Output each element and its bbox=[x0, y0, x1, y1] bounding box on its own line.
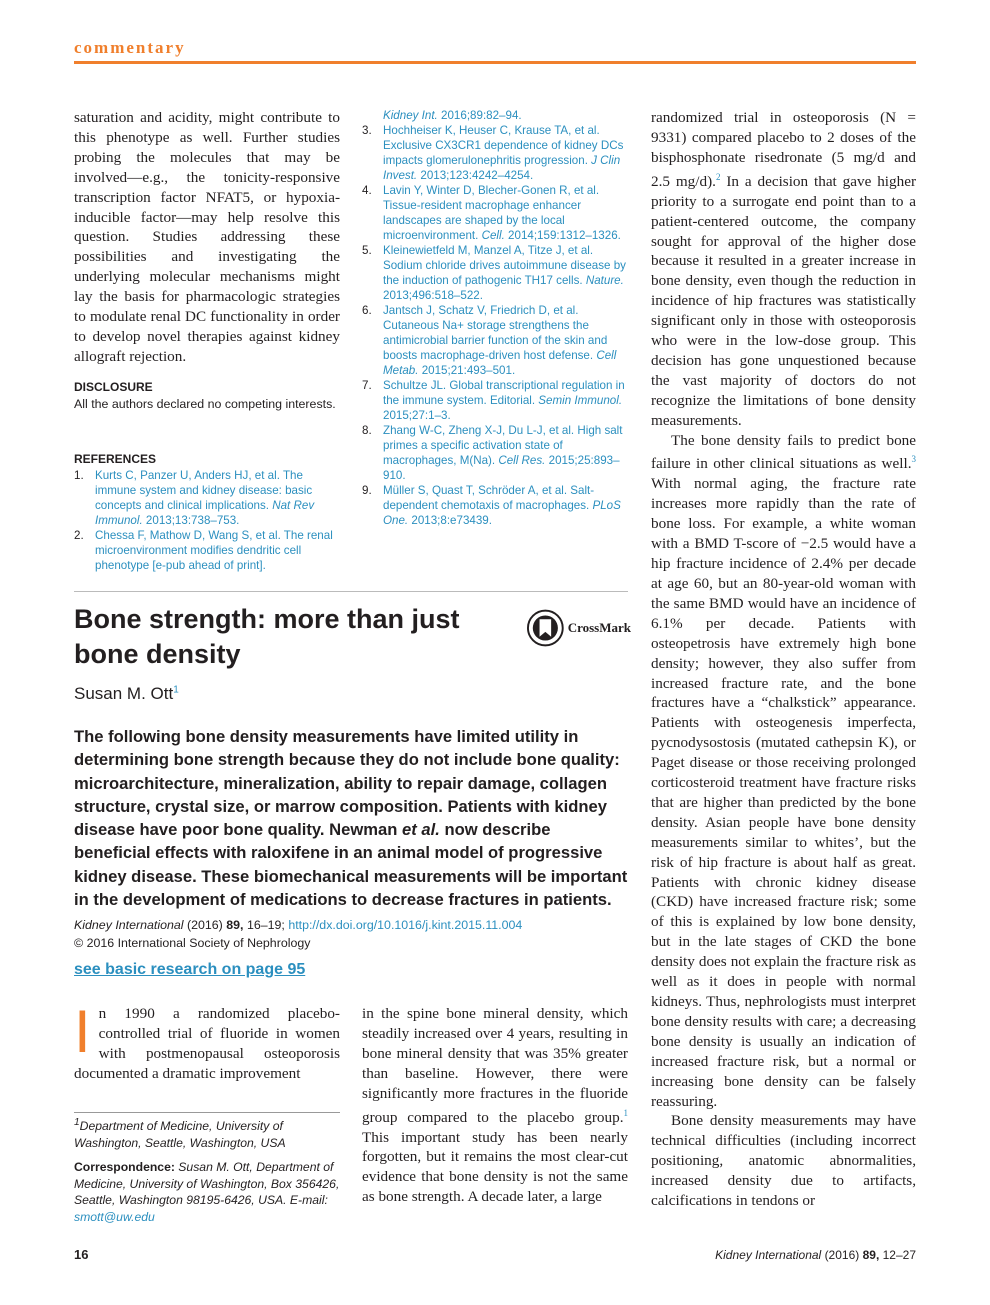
article-col3 bbox=[651, 108, 916, 1211]
section-label: commentary bbox=[74, 38, 186, 57]
reference-text: Kleinewietfeld M, Manzel A, Titze J, et al. Sodium chloride drives autoimmune disease by the induction of pathogenic TH17 cells. Nature. 2013;496:518–522. bbox=[383, 244, 626, 302]
reference-text: Müller S, Quast T, Schröder A, et al. Salt-dependent chemotaxis of macrophages. PLoS One. 2013;8:e73439. bbox=[383, 484, 621, 527]
doi-link[interactable]: http://dx.doi.org/10.1016/j.kint.2015.11.004 bbox=[288, 918, 523, 932]
article-title: Bone strength: more than just bone density bbox=[74, 604, 460, 669]
reference-item[interactable] bbox=[362, 423, 628, 483]
see-basic-research-link[interactable]: see basic research on page 95 bbox=[74, 961, 306, 978]
reference-text: Kurts C, Panzer U, Anders HJ, et al. The immune system and kidney disease: basic concepts and clinical implications. Nat Rev Immunol. 2013;13:738–753. bbox=[95, 469, 315, 527]
reference-number: 8. bbox=[362, 424, 372, 437]
reference-item[interactable] bbox=[74, 468, 340, 528]
abstract: The following bone density measurements have limited utility in determining bone strength because they do not include bone quality: microarchitecture, mineralization, ability to repair damage, collagen structure, crystal size, or marrow composition. Patients with kidney disease have poor bone quality. Newman et al. now describe beneficial effects with raloxifene in an animal model of progressive kidney disease. These biomechanical measurements will be important in the development of medications to decrease fractures in patients. bbox=[74, 727, 628, 910]
reference-number bbox=[362, 108, 383, 123]
reference-item[interactable] bbox=[362, 483, 628, 528]
reference-item[interactable] bbox=[362, 108, 628, 123]
disclosure-heading: DISCLOSURE bbox=[74, 380, 153, 394]
references-continued bbox=[362, 108, 628, 528]
reference-item[interactable] bbox=[362, 243, 628, 303]
citation-link[interactable]: 2 bbox=[715, 171, 721, 182]
reference-item[interactable] bbox=[362, 378, 628, 423]
reference-number: 5. bbox=[362, 244, 372, 257]
drop-cap: I bbox=[74, 998, 91, 1065]
reference-number: 9. bbox=[362, 484, 372, 497]
reference-list-part1 bbox=[74, 468, 340, 573]
body-col1 bbox=[74, 998, 340, 1084]
col3-paragraph-3: Bone density measurements may have technical difficulties (including incorrect positioning, anatomic abnormalities, increased density due to artifacts, calcifications in tendons or bbox=[651, 1112, 916, 1210]
disclosure-section bbox=[74, 380, 340, 412]
col3-paragraph-2: The bone density fails to predict bone failure in other clinical situations as well.$^3$ With normal aging, the fracture rate increases more rapidly than the rate of bone loss. For example, a white woman with a BMD T-score of −2.5 would have a hip fracture incidence of 2.4% per decade at age 60, but an 80-year-old woman with the same BMD would have an incidence of 6.1% per decade. Patients with osteopetrosis have extremely high bone density; however, they also suffer from increased fracture rate, and the bone fractures have a “chalkstick” appearance. Patients with osteogenesis imperfecta, pycnodysostosis (mutated cathepsin K), or Paget disease or those receiving prolonged corticosteroid treatment have fracture risks that are higher than predicted by the bone density. Asian people have bone density measurements similar to whites’, but the risk of hip fracture is about half as great. Patients with chronic kidney disease (CKD) have increased fracture risk; some of this is explained by low bone density, but in the late stages of CKD the bone density does not explain the fracture risk as well as it does in people with normal kidneys. Thus, nephrologists must interpret bone density results with care; a decreasing bone density is usually an indication of increased fracture risk, but a normal or increasing bone density can be falsely reassuring. bbox=[651, 431, 916, 1110]
author-affiliation-marker: 1 bbox=[173, 684, 179, 696]
footnote-rule bbox=[74, 1112, 340, 1113]
citation-line: Kidney International (2016) 89, 16–19; http://dx.doi.org/10.1016/j.kint.2015.11.004 bbox=[74, 918, 523, 932]
article-citation bbox=[74, 916, 628, 952]
article-separator bbox=[74, 591, 628, 592]
reference-text: Jantsch J, Schatz V, Friedrich D, et al. Cutaneous Na+ storage strengthens the antimicrobial barrier function of the skin and boosts macrophage-driven host defense. Cell Metab. 2015;21:493–501. bbox=[383, 304, 617, 377]
reference-number: 4. bbox=[362, 184, 372, 197]
disclosure-text: All the authors declared no competing interests. bbox=[74, 397, 336, 411]
reference-text: Hochheiser K, Heuser C, Krause TA, et al. Exclusive CX3CR1 dependence of kidney DCs impacts glomerulonephritis progression. J Clin Invest. 2013;123:4242–4254. bbox=[383, 124, 624, 182]
reference-list-part2 bbox=[362, 108, 628, 528]
reference-number: 2. bbox=[74, 529, 84, 542]
reference-item[interactable] bbox=[74, 528, 340, 573]
reference-number: 3. bbox=[362, 124, 372, 137]
author-name: Susan M. Ott bbox=[74, 684, 174, 703]
reference-text: Kidney Int. 2016;89:82–94. bbox=[383, 109, 522, 122]
body-col2 bbox=[362, 1004, 628, 1207]
correspondence: Correspondence: Susan M. Ott, Department of Medicine, University of Washington, Box 356426, Seattle, Washington 98195-6426, USA. E-mail: smott@uw.edu bbox=[74, 1160, 340, 1224]
reference-text: Zhang W-C, Zheng X-J, Du L-J, et al. High salt primes a specific activation state of macrophages, M(Na). Cell Res. 2015;25:893–910. bbox=[383, 424, 623, 482]
author-line bbox=[74, 684, 179, 704]
reference-number: 7. bbox=[362, 379, 372, 392]
prev-article-text bbox=[74, 108, 340, 367]
reference-item[interactable] bbox=[362, 183, 628, 243]
reference-item[interactable] bbox=[362, 123, 628, 183]
crossmark-icon bbox=[527, 609, 564, 647]
citation-link[interactable]: 1 bbox=[623, 1107, 628, 1118]
references-section bbox=[74, 452, 340, 573]
body-paragraph-1: In 1990 a randomized placebo-controlled trial of fluoride in women with postmenopausal osteoporosis documented a dramatic improvement bbox=[74, 998, 340, 1082]
col3-paragraph-1: randomized trial in osteoporosis (N = 9331) compared placebo to 2 doses of the bisphosphonate risedronate (5 mg/d and 2.5 mg/d).$^2$ In a decision that gave higher priority to a surrogate end point than to a patient-centered outcome, the company sought for approval of the higher dose because it resulted in a greater increase in bone density, even though the reduction in incidence of hip fractures was statistically significant only in those with osteoporosis who were in the low-dose group. This decision has gone unquestioned because the vast majority of doctors do not recognize the limitations of bone density measurements. bbox=[651, 109, 917, 429]
references-heading: REFERENCES bbox=[74, 452, 157, 466]
page-number: 16 bbox=[74, 1247, 89, 1262]
running-footer: Kidney International (2016) 89, 12–27 bbox=[715, 1248, 916, 1262]
copyright: © 2016 International Society of Nephrology bbox=[74, 936, 311, 950]
prev-article-paragraph: saturation and acidity, might contribute to this phenotype as well. Further studies probing the molecules that may be involved—e.g., the tonicity-responsive transcription factor NFAT5, or hypoxia-inducible factor—may help resolve this question. Studies addressing these possibilities and investigating the underlying molecular mechanisms might lay the basis for pharmacologic strategies to modulate renal DC functionality in order to develop novel therapies against kidney allograft rejection. bbox=[74, 109, 340, 365]
reference-number: 6. bbox=[362, 304, 372, 317]
footnote bbox=[74, 1115, 340, 1225]
reference-text: Chessa F, Mathow D, Wang S, et al. The renal microenvironment modifies dendritic cell phenotype [e-pub ahead of print]. bbox=[95, 529, 333, 572]
header-rule bbox=[74, 61, 916, 64]
reference-text: Lavin Y, Winter D, Blecher-Gonen R, et al. Tissue-resident macrophage enhancer landscapes are shaped by the local microenvironment. Cell. 2014;159:1312–1326. bbox=[383, 184, 621, 242]
reference-text: Schultze JL. Global transcriptional regulation in the immune system. Editorial. Semin Immunol. 2015;27:1–3. bbox=[383, 379, 625, 422]
reference-item[interactable] bbox=[362, 303, 628, 378]
reference-number: 1. bbox=[74, 469, 84, 482]
crossmark-badge[interactable] bbox=[527, 608, 631, 648]
citation-link[interactable]: 3 bbox=[911, 454, 916, 465]
crossmark-label: CrossMark bbox=[567, 620, 631, 635]
affiliation: $^1$Department of Medicine, University of Washington, Seattle, Washington, USA bbox=[74, 1117, 286, 1150]
email-link[interactable]: smott@uw.edu bbox=[74, 1209, 155, 1224]
body-paragraph-1-cont: in the spine bone mineral density, which steadily increased over 4 years, resulting in bone mineral density that was 35% greater than baseline. However, there were significantly more fractures in the fluoride group compared to the placebo group.$^1$ This important study has been nearly forgotten, but it remains the most clear-cut evidence that bone density is not the same as bone strength. A decade later, a large bbox=[362, 1005, 628, 1206]
